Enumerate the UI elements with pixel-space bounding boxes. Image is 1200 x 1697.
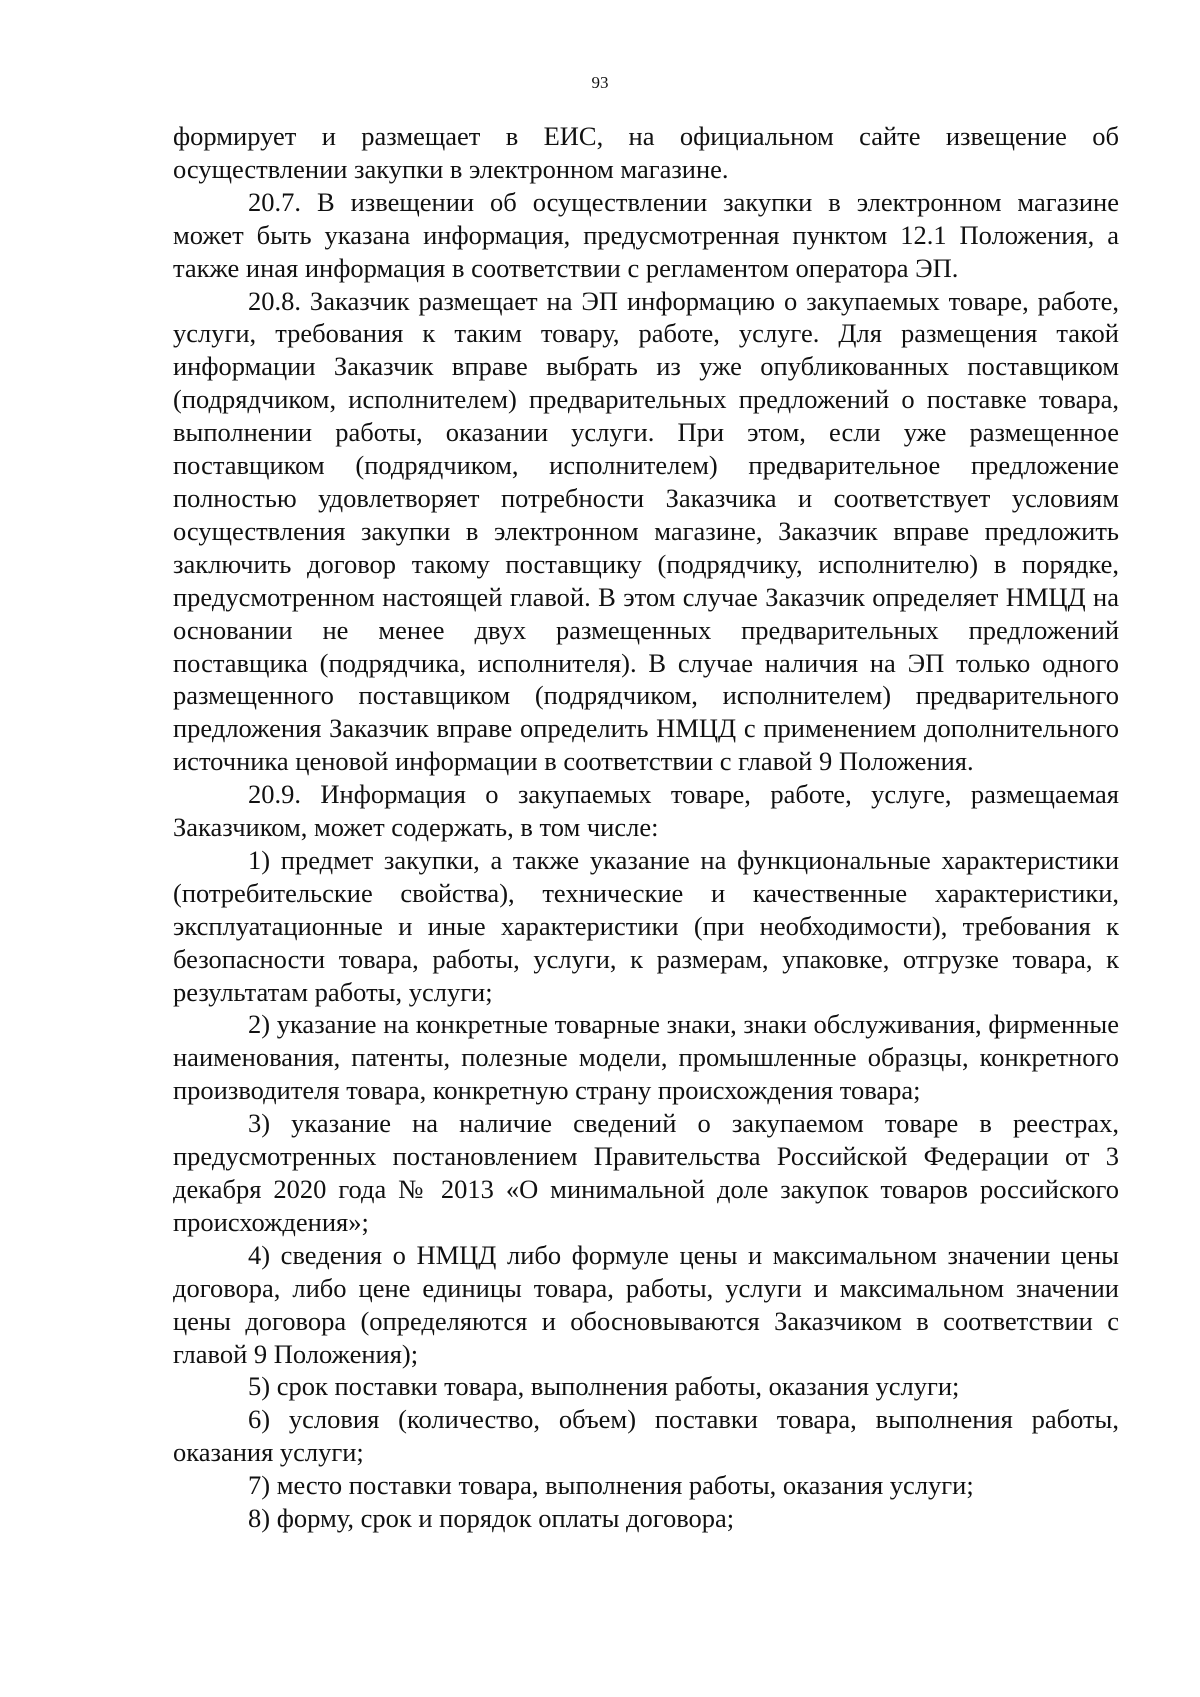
page-number: 93 [591, 73, 609, 92]
paragraph-20-8: 20.8. Заказчик размещает на ЭП информацию о закупаемых товаре, работе, услуги, требования к таким товару, работе, услуге. Для размещения такой информации Заказчик вправе выбрать из уже опубликованных поставщиком (подрядчиком, исполнителем) предварительных предложений о поставке товара, выполнении работы, оказании услуги. При этом, если уже размещенное поставщиком (подрядчиком, исполнителем) предварительное предложение полностью удовлетворяет потребности Заказчика и соответствует условиям осуществления закупки в электронном магазине, Заказчик вправе предложить заключить договор такому поставщику (подрядчику, исполнителю) в порядке, предусмотренном настоящей главой. В этом случае Заказчик определяет НМЦД на основании не менее двух размещенных предварительных предложений поставщика (подрядчика, исполнителя). В случае наличия на ЭП только одного размещенного поставщиком (подрядчиком, исполнителем) предварительного предложения Заказчик вправе определить НМЦД с применением дополнительного источника ценовой информации в соответствии с главой 9 Положения. [173, 285, 1119, 777]
list-item-5: 5) срок поставки товара, выполнения работы, оказания услуги; [248, 1371, 960, 1402]
list-item-8: 8) форму, срок и порядок оплаты договора; [248, 1503, 735, 1534]
list-item-4: 4) сведения о НМЦД либо формуле цены и максимальном значении цены договора, либо цене единицы товара, работы, услуги и максимальном значении цены договора (определяются и обосновываются Заказчиком в соответствии с главой 9 Положения); [173, 1239, 1119, 1369]
paragraph-continuation: формирует и размещает в ЕИС, на официальном сайте извещение об осуществлении закупки в электронном магазине. [173, 121, 1119, 184]
list-item-3: 3) указание на наличие сведений о закупаемом товаре в реестрах, предусмотренных постановлением Правительства Российской Федерации от 3 декабря 2020 года № 2013 «О минимальной доле закупок товаров российского происхождения»; [173, 1108, 1119, 1237]
paragraph-20-7: 20.7. В извещении об осуществлении закупки в электронном магазине может быть указана информация, предусмотренная пунктом 12.1 Положения, а также иная информация в соответствии с регламентом оператора ЭП. [173, 186, 1119, 283]
list-item-1: 1) предмет закупки, а также указание на функциональные характеристики (потребительские свойства), технические и качественные характеристики, эксплуатационные и иные характеристики (при необходимости), требования к безопасности товара, работы, услуги, к размерам, упаковке, отгрузке товара, к результатам работы, услуги; [173, 844, 1119, 1007]
list-item-2: 2) указание на конкретные товарные знаки, знаки обслуживания, фирменные наименования, патенты, полезные модели, промышленные образцы, конкретного производителя товара, конкретную страну происхождения товара; [173, 1009, 1119, 1106]
document-body [173, 120, 1119, 1535]
paragraph-20-9: 20.9. Информация о закупаемых товаре, работе, услуге, размещаемая Заказчиком, может содержать, в том числе: [173, 779, 1119, 843]
list-item-7: 7) место поставки товара, выполнения работы, оказания услуги; [248, 1470, 974, 1501]
list-item-6: 6) условия (количество, объем) поставки товара, выполнения работы, оказания услуги; [173, 1404, 1119, 1468]
